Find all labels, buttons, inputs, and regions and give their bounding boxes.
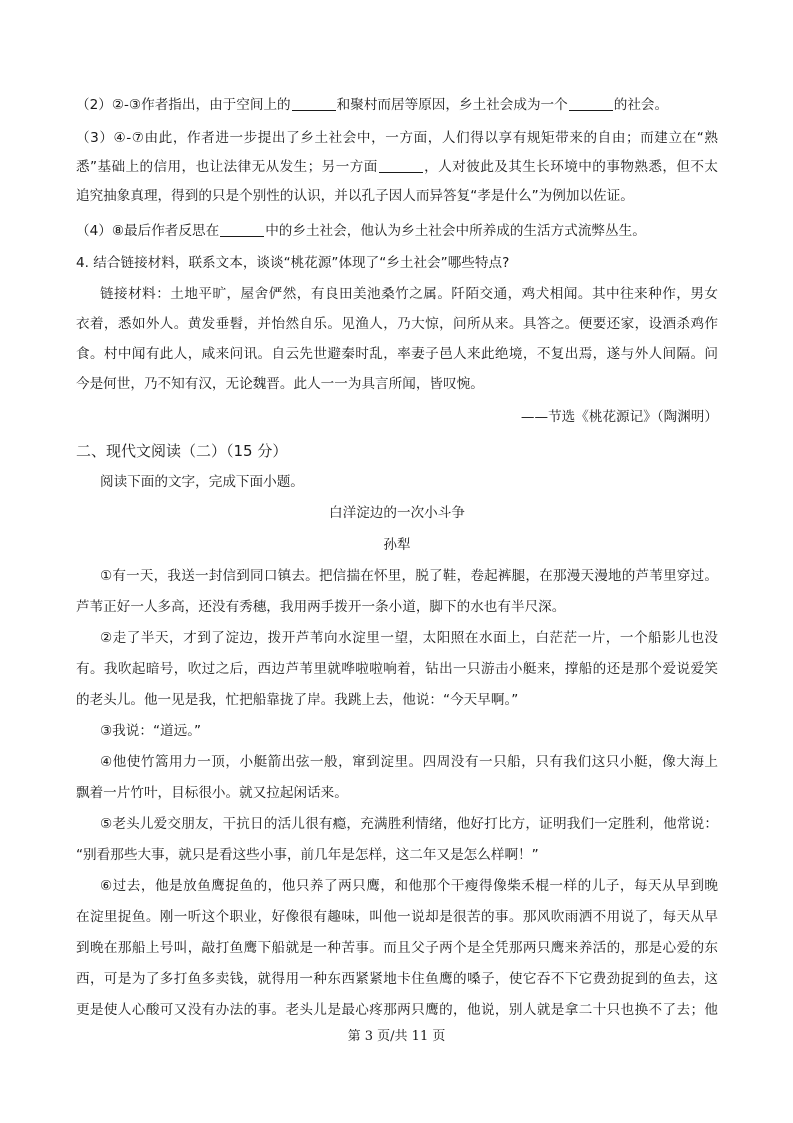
paragraph-line: 的老头儿。他一见是我，忙把船靠拢了岸。我跳上去，他说：“今天早啊。” <box>76 692 519 708</box>
q3-item-2: （2）②-③作者指出，由于空间上的 和聚村而居等原因，乡土社会成为一个 的社会。 <box>76 97 669 113</box>
paragraph-line: ⑤老头儿爱交朋友，干抗日的活儿很有瘾，充满胜利情绪，他好打比方，证明我们一定胜利，他常说： <box>100 816 718 832</box>
paragraph-line: ②走了半天，才到了淀边，拨开芦苇向水淀里一望，太阳照在水面上，白茫茫一片，一个船影儿也没 <box>100 630 718 646</box>
paragraph-line: 有。我吹起暗号，吹过之后，西边芦苇里就哗啦啦响着，钻出一只游击小艇来，撑船的还是那个爱说爱笑 <box>76 661 718 677</box>
answer-blank[interactable] <box>569 96 613 111</box>
material-line: 链接材料：土地平旷，屋舍俨然，有良田美池桑竹之属。阡陌交通，鸡犬相闻。其中往来种作，男女 <box>100 286 718 302</box>
article-author: 孙犁 <box>383 537 411 553</box>
article-title: 白洋淀边的一次小斗争 <box>329 505 465 521</box>
q3-item-4: （4）⑧最后作者反思在 中的乡土社会，他认为乡土社会中所养成的生活方式流弊丛生。 <box>76 223 646 239</box>
q3-item-3-line2: 悉”基础上的信用，也让法律无从发生；另一方面 ，人对彼此及其生长环境中的事物熟悉，但不太 <box>76 159 718 175</box>
material-line: 衣着，悉如外人。黄发垂髫，并怡然自乐。见渔人，乃大惊，问所从来。具答之。便要还家，设酒杀鸡作 <box>76 316 718 332</box>
paragraph-line: “别看那些大事，就只是看这些小事，前几年是怎样，这二年又是怎么样啊！” <box>76 847 539 863</box>
paragraph-line: 芦苇正好一人多高，还没有秀穗，我用两手拨开一条小道，脚下的水也有半尺深。 <box>76 599 566 615</box>
answer-blank[interactable] <box>292 96 336 111</box>
paragraph-line: ④他使竹篙用力一顶，小艇箭出弦一般，窜到淀里。四周没有一只船，只有我们这只小艇，像大海上 <box>100 754 718 770</box>
paragraph-line: 飘着一片竹叶，目标很小。就又拉起闲话来。 <box>76 785 348 801</box>
answer-blank[interactable] <box>379 158 423 173</box>
section-instruction: 阅读下面的文字，完成下面小题。 <box>100 474 304 490</box>
paragraph-line: 到晚在那船上号叫，敲打鱼鹰下船就是一种苦事。而且父子两个是全凭那两只鹰来养活的，那是心爱的东 <box>76 940 718 956</box>
q3-item-3-line3: 追究抽象真理，得到的只是个别性的认识，并以孔子因人而异答复“孝是什么”为例加以佐证。 <box>76 188 634 204</box>
page-number: 第 3 页/共 11 页 <box>347 1029 446 1044</box>
question-4: 4. 结合链接材料，联系文本，谈谈“桃花源”体现了“乡土社会”哪些特点? <box>76 255 510 271</box>
q3-item-3-line1: （3）④-⑦由此，作者进一步提出了乡土社会中，一方面，人们得以享有规矩带来的自由；而建立在“熟 <box>76 130 718 146</box>
material-line: 今是何世，乃不知有汉，无论魏晋。此人一一为具言所闻，皆叹惋。 <box>76 376 484 392</box>
section-heading: 二、现代文阅读（二）（15 分） <box>76 442 288 460</box>
answer-blank[interactable] <box>220 222 264 237</box>
paragraph-line: 西，可是为了多打鱼多卖钱，就得用一种东西紧紧地卡住鱼鹰的嗓子，使它吞不下它费劲捉到的鱼去，这 <box>76 971 718 987</box>
paragraph-line: ①有一天，我送一封信到同口镇去。把信揣在怀里，脱了鞋，卷起裤腿，在那漫天漫地的芦苇里穿过。 <box>100 568 718 584</box>
material-line: 食。村中闻有此人，咸来问讯。自云先世避秦时乱，率妻子邑人来此绝境，不复出焉，遂与外人间隔。问 <box>76 346 718 362</box>
paragraph-line: 更是使人心酸可又没有办法的事。老头儿是最心疼那两只鹰的，他说，别人就是拿二十只也换不了去；他 <box>76 1002 718 1018</box>
paragraph-line: ⑥过去，他是放鱼鹰捉鱼的，他只养了两只鹰，和他那个干瘦得像柴禾棍一样的儿子，每天从早到晚 <box>100 878 718 894</box>
paragraph-line: ③我说：“道远。” <box>100 723 202 739</box>
paragraph-line: 在淀里捉鱼。刚一听这个职业，好像很有趣味，叫他一说却是很苦的事。那风吹雨洒不用说了，每天从早 <box>76 909 718 925</box>
material-source: ——节选《桃花源记》（陶渊明） <box>520 409 718 425</box>
